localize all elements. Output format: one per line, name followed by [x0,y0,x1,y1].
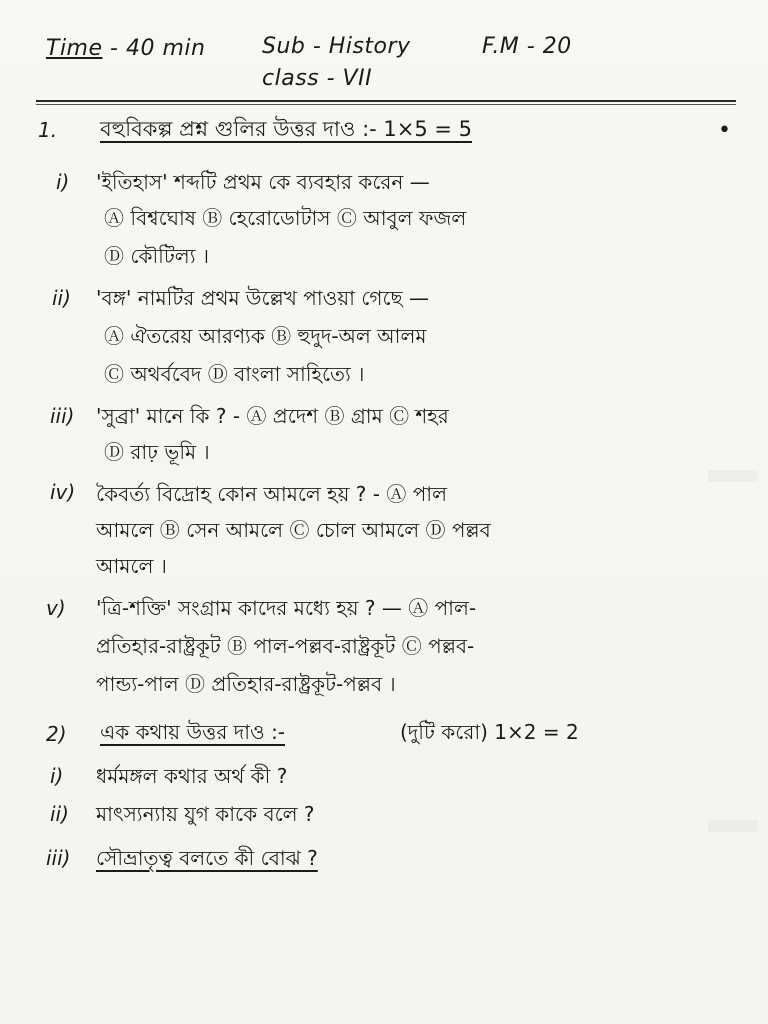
q5-num: v) [46,596,66,620]
q1-num: i) [56,170,70,194]
q2-line-3: Ⓒ অথর্ববেদ Ⓓ বাংলা সাহিত্যে । [104,362,365,386]
q2-line-1: 'বঙ্গ' নামটির প্রথম উল্লেখ পাওয়া গেছে — [96,286,430,310]
subject-info: Sub - History [262,34,411,59]
q5-line-3: পান্ড্য-পাল Ⓓ প্রতিহার-রাষ্ট্রকূট-পল্লব । [96,672,396,696]
s2-q2-num: ii) [50,802,69,826]
full-marks: F.M - 20 [482,34,572,59]
q4-line-3: আমলে । [96,554,167,578]
q3-line-2: Ⓓ রাঢ় ভূমি । [104,440,210,464]
q3-line-1: 'সুব্রা' মানে কি ? - Ⓐ প্রদেশ Ⓑ গ্রাম Ⓒ শহর [96,404,449,428]
q3-num: iii) [50,404,75,428]
q1-line-2: Ⓐ বিশ্বঘোষ Ⓑ হেরোডোটাস Ⓒ আবুল ফজল [104,206,467,230]
section2-title: এক কথায় উত্তর দাও :- [100,720,286,744]
margin-mark: • [718,118,731,143]
s2-q1-text: ধর্মমঙ্গল কথার অর্থ কী ? [96,764,288,788]
q1-line-1: 'ইতিহাস' শব্দটি প্রথম কে ব্যবহার করেন — [96,170,430,194]
time-value: - 40 min [102,36,206,61]
s2-q3-num: iii) [46,846,71,870]
section1-title: বহুবিকল্প প্রশ্ন গুলির উত্তর দাও :- 1×5 = 5 [100,117,473,141]
section2-number: 2) [46,722,67,746]
header-divider [36,100,736,102]
time-info [46,36,205,61]
s2-q1-num: i) [50,764,64,788]
q5-line-2: প্রতিহার-রাষ্ট্রকূট Ⓑ পাল-পল্লব-রাষ্ট্রকূট Ⓒ পল্লব- [96,634,475,658]
header-divider-thin [36,104,736,105]
bleed-through-mark [708,470,758,482]
bleed-through-mark [708,820,758,832]
time-label: Time [46,36,103,61]
s2-q2-text: মাৎস্যন্যায় যুগ কাকে বলে ? [96,802,315,826]
q1-line-3: Ⓓ কৌটিল্য । [104,244,210,268]
q2-line-2: Ⓐ ঐতরেয় আরণ্যক Ⓑ হুদুদ-অল আলম [104,324,427,348]
s2-q3-text: সৌভ্রাতৃত্ব বলতে কী বোঝ ? [96,846,318,870]
q2-num: ii) [52,286,71,310]
q4-line-1: কৈবর্ত্য বিদ্রোহ কোন আমলে হয় ? - Ⓐ পাল [96,482,447,506]
section1-number: 1. [38,118,58,142]
class-info: class - VII [262,66,373,91]
q5-line-1: 'ত্রি-শক্তি' সংগ্রাম কাদের মধ্যে হয় ? — Ⓐ পাল- [96,596,477,620]
section2-instruction: (দুটি করো) 1×2 = 2 [400,720,579,744]
q4-num: iv) [50,480,76,504]
q4-line-2: আমলে Ⓑ সেন আমলে Ⓒ চোল আমলে Ⓓ পল্লব [96,518,491,542]
